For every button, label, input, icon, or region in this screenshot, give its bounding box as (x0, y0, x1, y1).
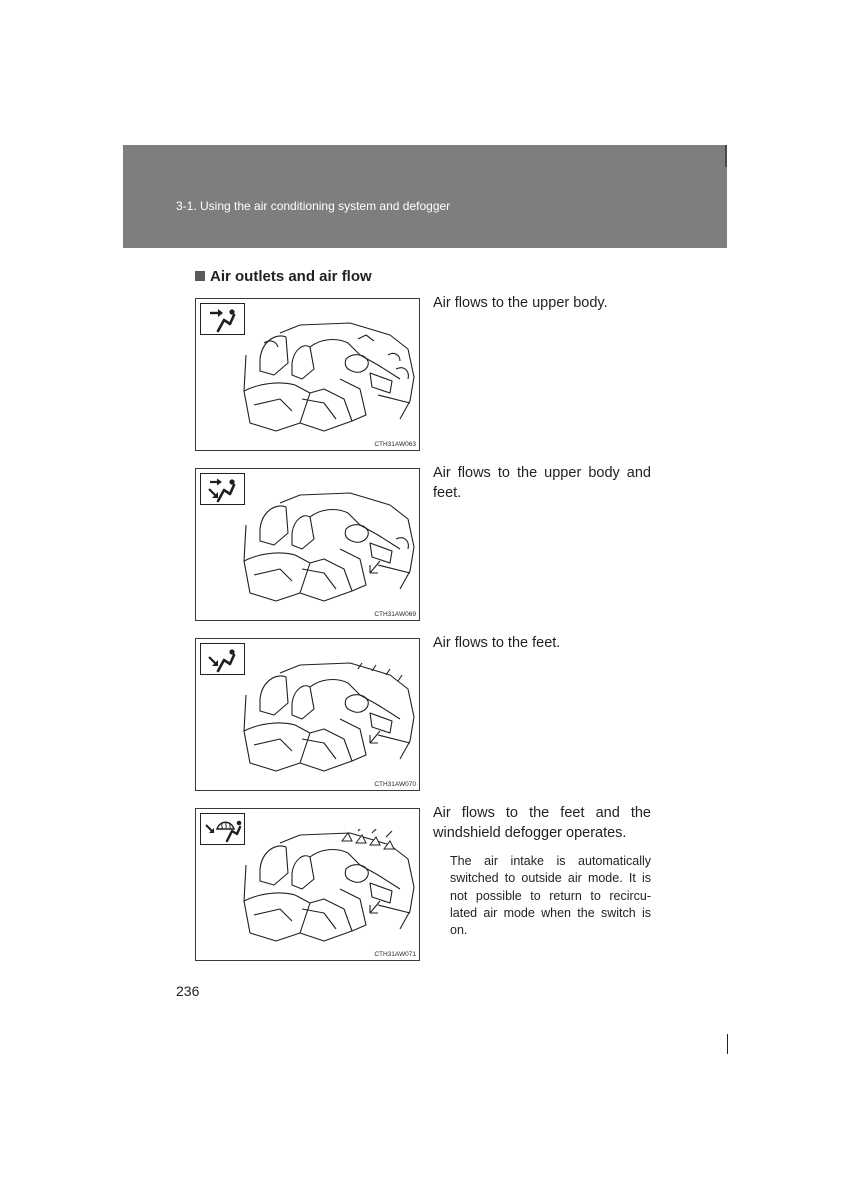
section-heading (195, 268, 372, 285)
car-interior-illustration (240, 659, 418, 774)
heading-square-bullet (195, 271, 205, 281)
foot-defrost-vent-icon (200, 813, 245, 845)
figure-face-mode (195, 298, 420, 451)
figure-code: CTH31AW063 (374, 441, 416, 448)
mode-description: Air flows to the upper body. (433, 295, 608, 311)
foot-vent-icon (200, 643, 245, 675)
figure-code: CTH31AW069 (374, 611, 416, 618)
header-edge-mark (725, 145, 727, 167)
margin-mark (727, 1034, 728, 1054)
mode-description: Air flows to the feet and the windshield defogger operates. (433, 805, 651, 841)
car-interior-illustration (240, 489, 418, 604)
figure-foot-defrost-mode (195, 808, 420, 961)
car-interior-illustration (240, 829, 418, 944)
chapter-section-title: 3-1. Using the air conditioning system and defogger (176, 199, 451, 213)
chapter-header-band (123, 145, 727, 248)
page-number: 236 (176, 983, 200, 999)
section-heading-text: Air outlets and air flow (210, 268, 372, 285)
figure-foot-mode (195, 638, 420, 791)
figure-bi-level-mode (195, 468, 420, 621)
bi-level-vent-icon (200, 473, 245, 505)
air-intake-note: The air intake is automatically switched to outside air mode. It is not possible to return to recircu-lated air mode when the switch is on. (450, 854, 651, 938)
mode-description: Air flows to the upper body and feet. (433, 465, 651, 501)
figure-code: CTH31AW071 (374, 951, 416, 958)
mode-description: Air flows to the feet. (433, 635, 561, 651)
face-vent-icon (200, 303, 245, 335)
car-interior-illustration (240, 319, 418, 434)
figure-code: CTH31AW070 (374, 781, 416, 788)
